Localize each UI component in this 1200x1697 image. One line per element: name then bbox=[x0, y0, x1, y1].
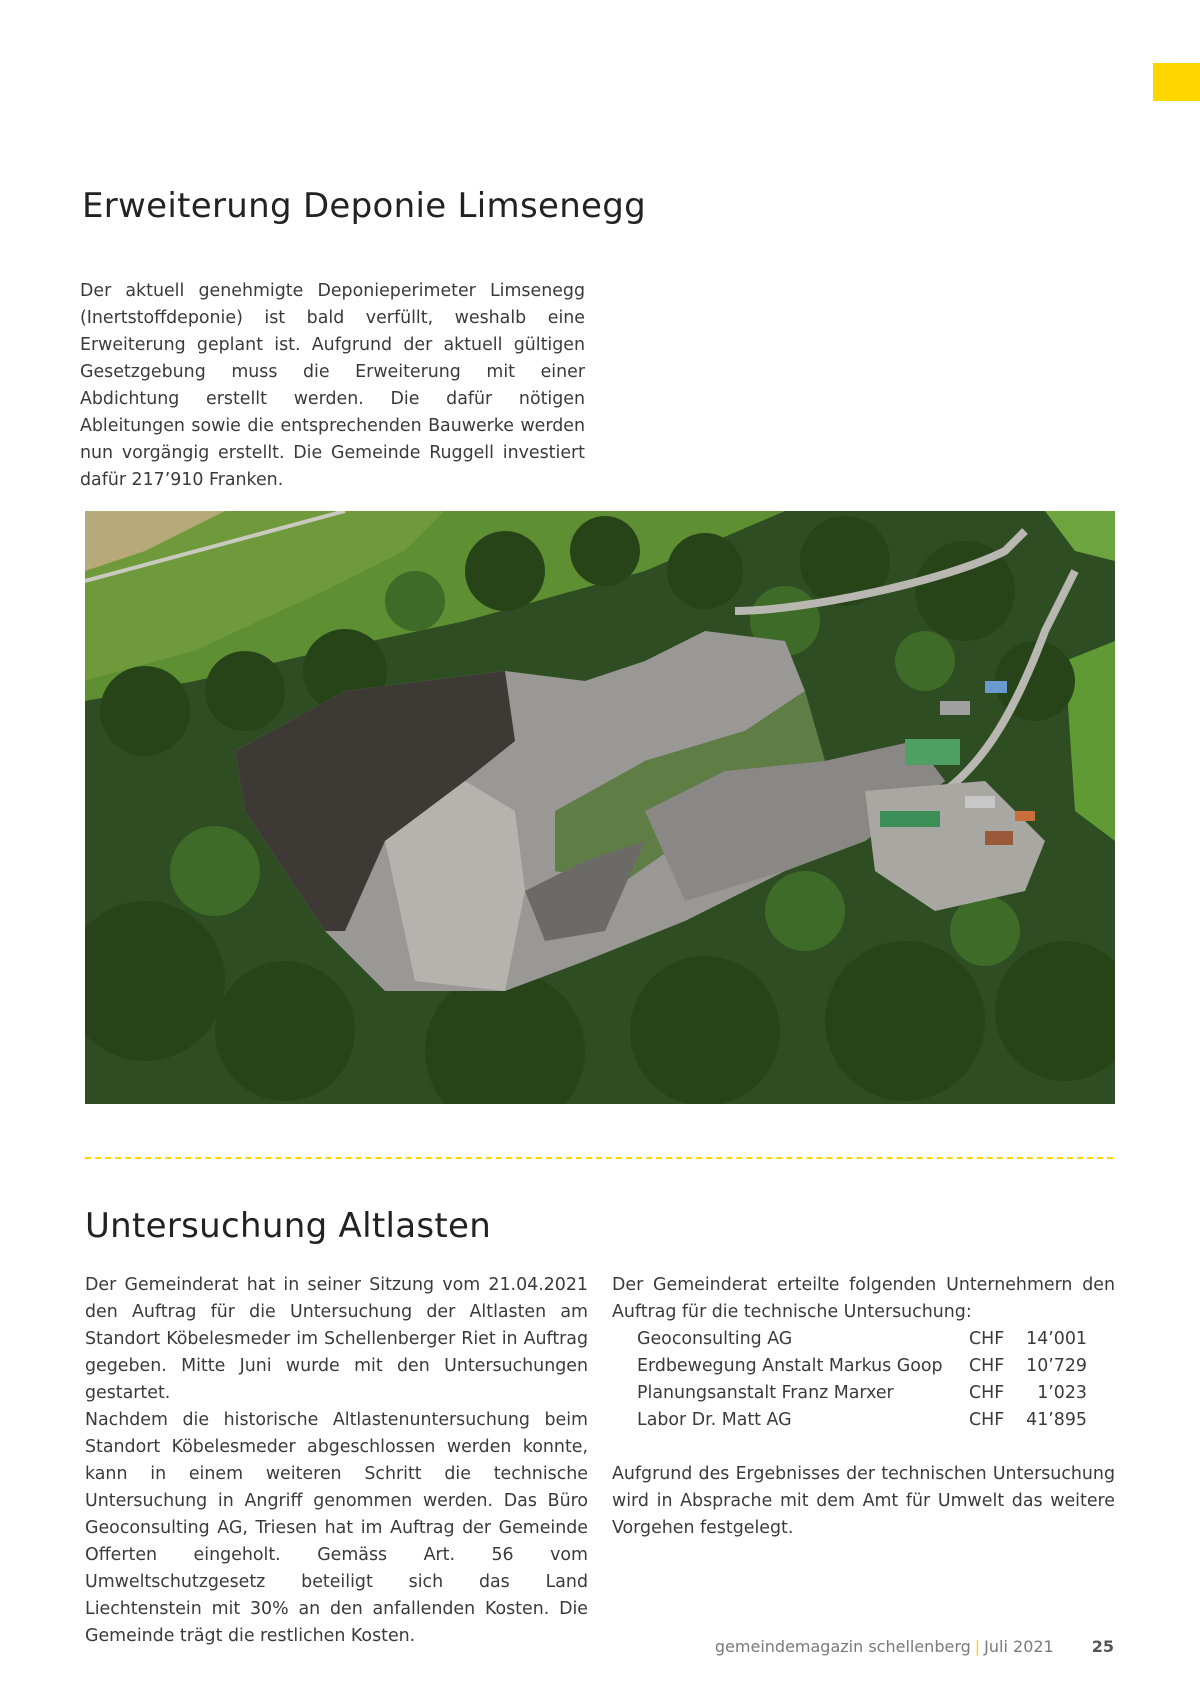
contractor-name: Geoconsulting AG bbox=[637, 1329, 793, 1349]
contractor-name: Labor Dr. Matt AG bbox=[637, 1410, 792, 1430]
contractor-name: Planungsanstalt Franz Marxer bbox=[637, 1383, 894, 1403]
quarry-aerial-photo bbox=[85, 511, 1115, 1104]
contractor-row bbox=[612, 1353, 1115, 1380]
altlasten-right-column bbox=[612, 1272, 1115, 1542]
section-title-deponie: Erweiterung Deponie Limsenegg bbox=[82, 186, 647, 226]
contractor-amount: 10’729 bbox=[1026, 1356, 1087, 1376]
contractor-row bbox=[612, 1407, 1115, 1434]
contractor-currency: CHF bbox=[969, 1410, 1005, 1430]
footer-separator: | bbox=[974, 1637, 981, 1656]
magazine-name: gemeindemagazin schellenberg bbox=[714, 1637, 971, 1656]
page-number: 25 bbox=[1091, 1637, 1114, 1656]
altlasten-conclusion: Aufgrund des Ergebnisses der technischen Untersuchung wird in Absprache mit dem Amt für Umwelt das weitere Vorgehen festgelegt. bbox=[612, 1464, 1115, 1538]
altlasten-left-column bbox=[85, 1272, 588, 1650]
altlasten-paragraph-1: Der Gemeinderat hat in seiner Sitzung vom 21.04.2021 den Auftrag für die Untersuchung der Altlasten am Standort Köbelesmeder im Schellenberger Riet in Auftrag gegeben. Mitte Juni wurde mit den Untersuchungen gestartet. bbox=[85, 1275, 588, 1403]
contractor-currency: CHF bbox=[969, 1383, 1005, 1403]
contractor-name: Erdbewegung Anstalt Markus Goop bbox=[637, 1356, 943, 1376]
contractors-intro: Der Gemeinderat erteilte folgenden Unternehmern den Auftrag für die technische Untersuchung: bbox=[612, 1275, 1115, 1322]
section-title-altlasten: Untersuchung Altlasten bbox=[85, 1206, 492, 1246]
issue-date: Juli 2021 bbox=[984, 1637, 1054, 1656]
contractor-list bbox=[612, 1326, 1115, 1434]
altlasten-paragraph-2: Nachdem die historische Altlastenuntersuchung beim Standort Köbelesmeder abgeschlossen werden konnte, kann in einem weiteren Schritt die technische Untersuchung in Angriff genommen werden. Das Büro Geoconsulting AG, Triesen hat im Auftrag der Gemeinde Offerten eingeholt. Gemäss Art. 56 vom Umweltschutzgesetz beteiligt sich das Land Liechtenstein mit 30% an den anfallenden Kosten. Die Gemeinde trägt die restlichen Kosten. bbox=[85, 1410, 588, 1646]
contractor-currency: CHF bbox=[969, 1356, 1005, 1376]
contractor-amount: 1’023 bbox=[1037, 1383, 1087, 1403]
contractor-amount: 41’895 bbox=[1026, 1410, 1087, 1430]
quarry-illustration bbox=[85, 511, 1115, 1104]
deponie-paragraph: Der aktuell genehmigte Deponieperimeter Limsenegg (Inertstoffdeponie) ist bald verfüllt, weshalb eine Erweiterung geplant ist. Aufgrund der aktuell gültigen Gesetzgebung muss die Erweiterung mit einer Abdichtung erstellt werden. Die dafür nötigen Ableitungen sowie die entsprechenden Bauwerke werden nun vorgängig erstellt. Die Gemeinde Ruggell investiert dafür 217’910 Franken. bbox=[80, 281, 585, 490]
page-footer bbox=[715, 1637, 1114, 1656]
contractor-currency: CHF bbox=[969, 1329, 1005, 1349]
section-divider bbox=[85, 1157, 1113, 1159]
contractor-amount: 14’001 bbox=[1026, 1329, 1087, 1349]
section-tab-marker bbox=[1153, 63, 1200, 101]
contractor-row bbox=[612, 1380, 1115, 1407]
contractor-row bbox=[612, 1326, 1115, 1353]
